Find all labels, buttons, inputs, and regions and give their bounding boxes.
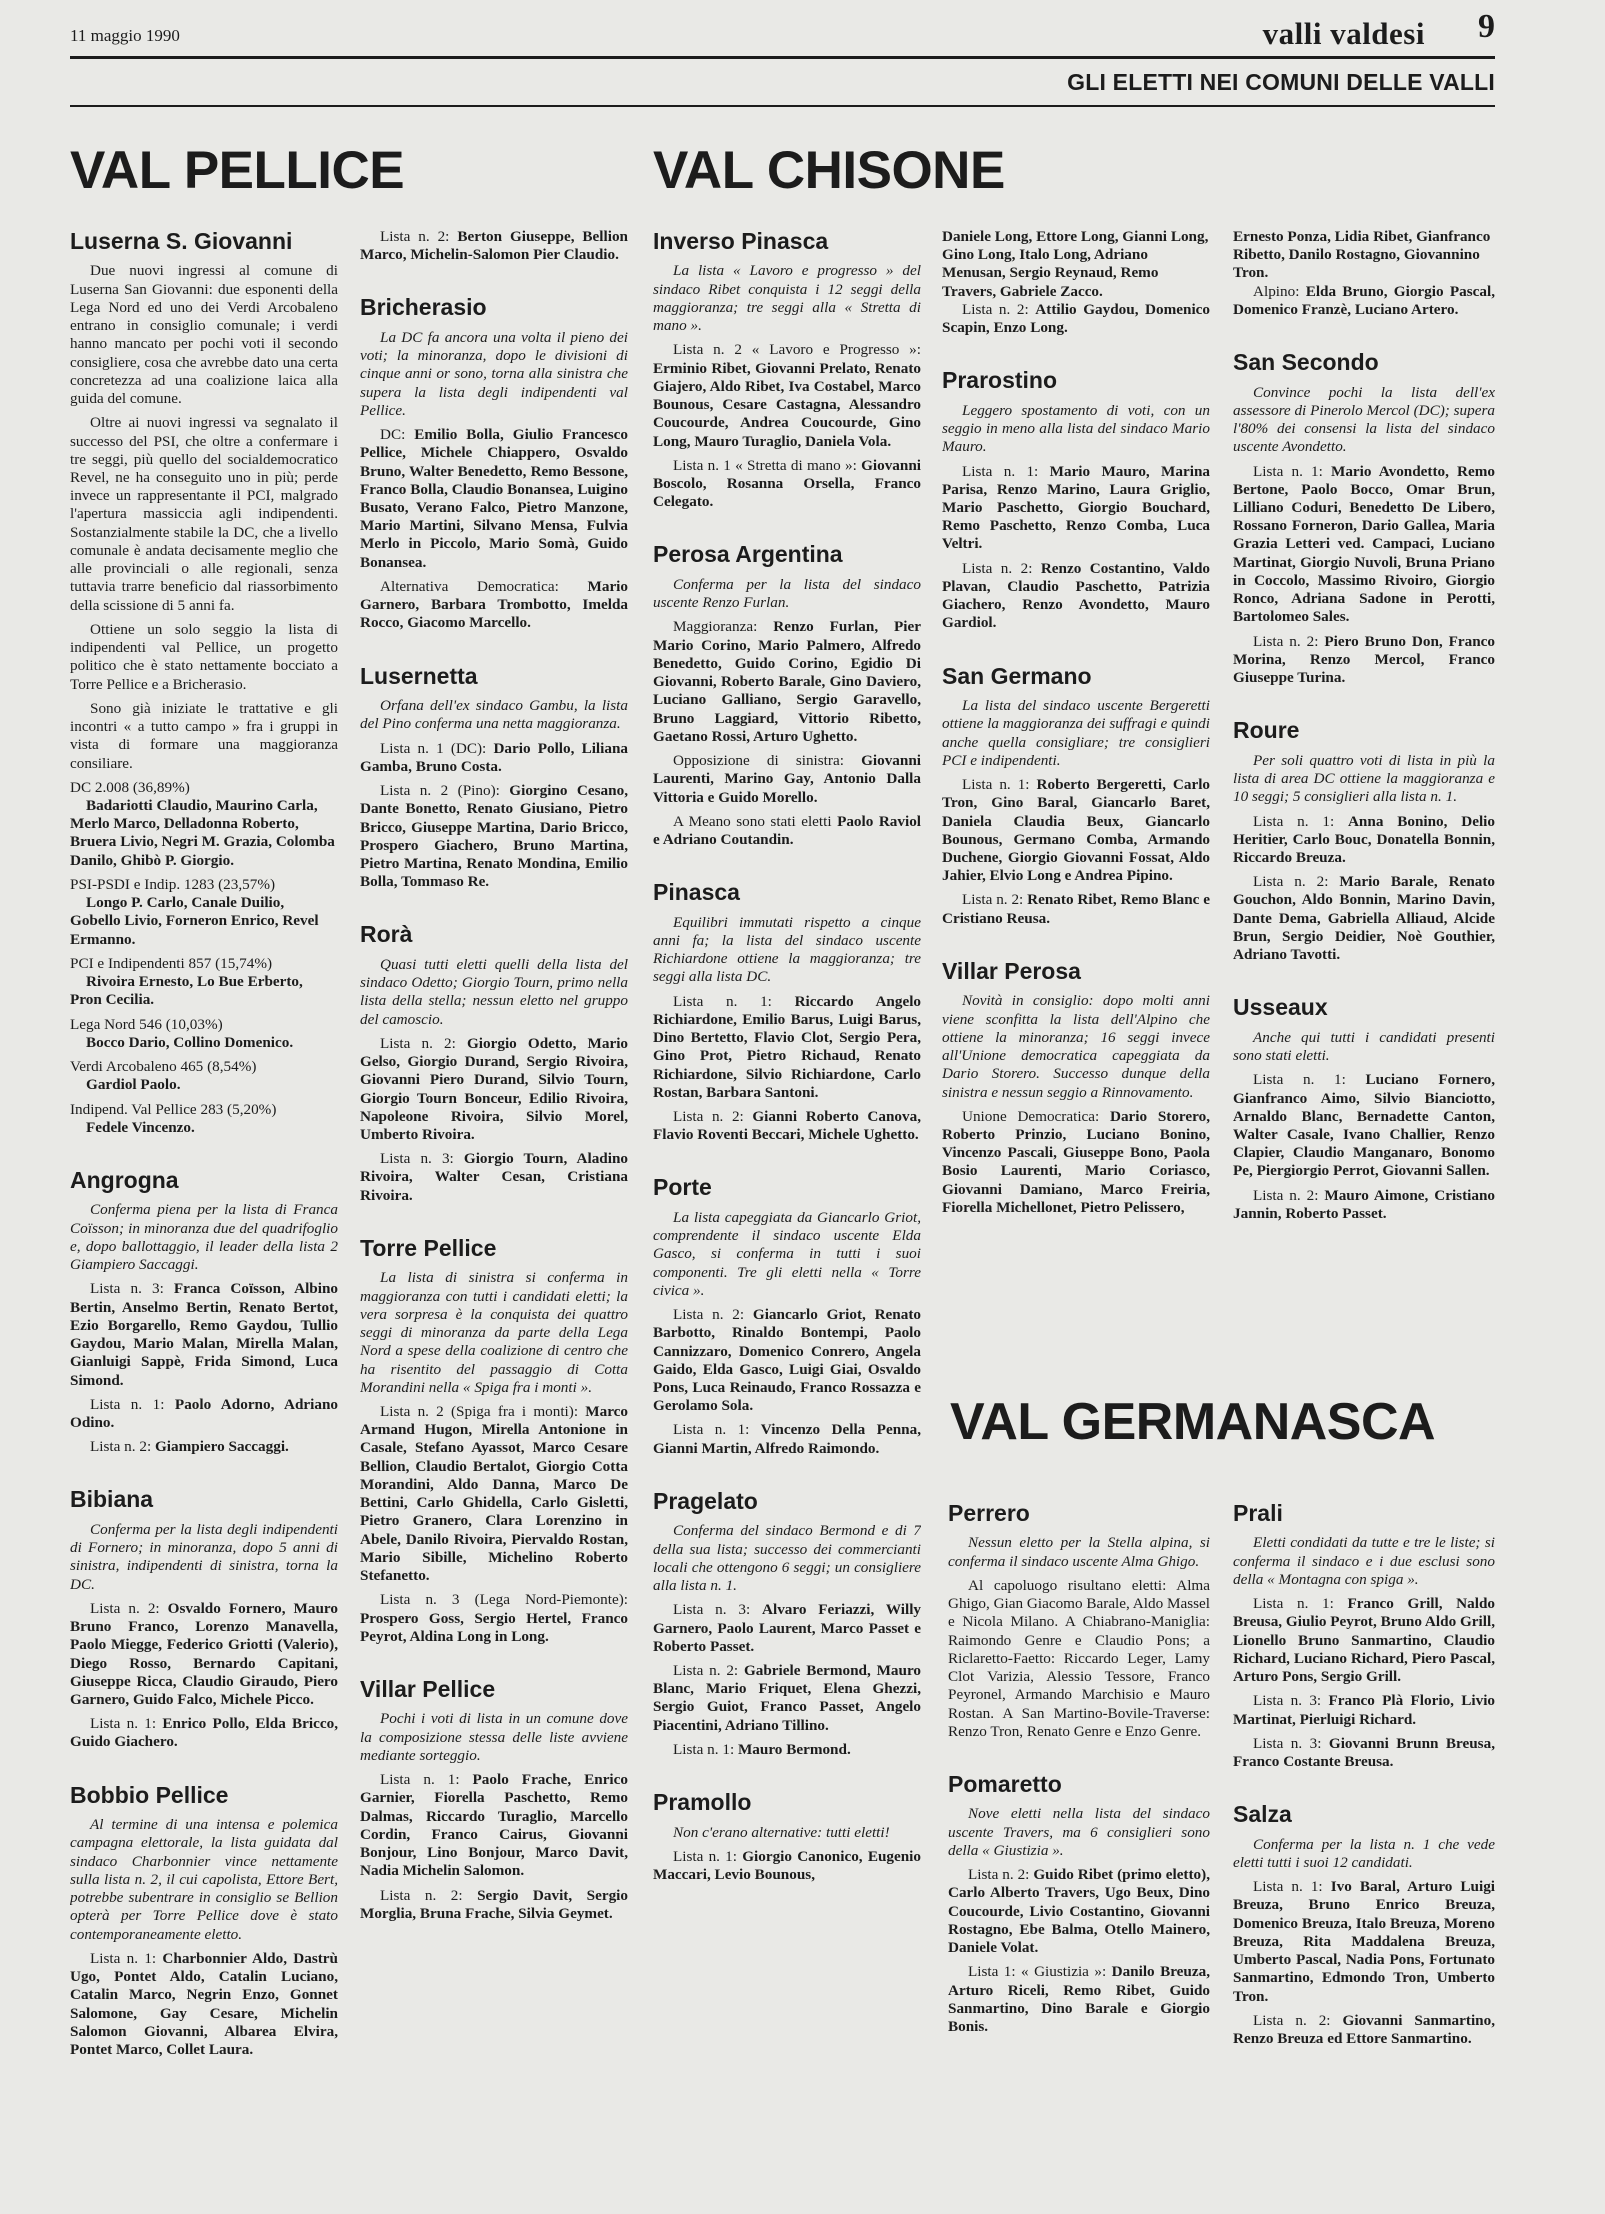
list-entry [1233, 1878, 1495, 2006]
list-entry [942, 560, 1210, 633]
article-lusernetta [360, 663, 628, 892]
list-label: Lista n. 1 (DC): [380, 739, 487, 757]
article-intro: Conferma per la lista n. 1 che vede eletti tutti i suoi 12 candidati. [1233, 1835, 1495, 1871]
article-intro: Equilibri immutati rispetto a cinque anni fa; la lista del sindaco uscente Richiardone ottiene la maggioranza; tre seggi alla lista DC. [653, 913, 921, 986]
list-label: Lista n. 2 (Spiga fra i monti): [380, 1403, 579, 1420]
list-label: Lista n. 3: [1253, 1734, 1322, 1752]
town-title: Prarostino [942, 367, 1058, 394]
list-entry [1233, 2012, 1495, 2048]
article-pomaretto [948, 1771, 1210, 2036]
result-party: Verdi Arcobaleno 465 (8,54%) [70, 1058, 257, 1076]
article-intro: Conferma piena per la lista di Franca Coïsson; in minoranza due del quadrifoglio e, dopo ballottaggio, il leader della lista 2 Giampiero Saccaggi. [70, 1201, 338, 1274]
article-intro: Conferma del sindaco Bermond e di 7 della sua lista; successo dei commercianti locali che ottengono 6 seggi; un consigliere alla lista n. 1. [653, 1522, 921, 1595]
town-title: Prali [1233, 1500, 1283, 1526]
list-names: Ivo Baral, Arturo Luigi Breuza, Bruno Enrico Breuza, Domenico Breuza, Italo Breuza, Moreno Breuza, Rita Maddalena Breuza, Umberto Pascal, Nadia Pons, Fortunato Sanmartino, Edmondo Tron, Umberto Tron. [1233, 1878, 1495, 2005]
town-title: Usseaux [1233, 994, 1328, 1021]
article-perosa-argentina [653, 541, 921, 849]
list-entry [1233, 283, 1495, 319]
list-label: Lista n. 2: [380, 1886, 463, 1904]
list-entry [360, 1771, 628, 1880]
list-entry [948, 1866, 1210, 1957]
article-san-germano [942, 663, 1210, 928]
page-number: 9 [1478, 8, 1495, 45]
list-label: Lista n. 1: [90, 1715, 157, 1733]
list-names: Guido Ribet (primo eletto), Carlo Alberto Travers, Ugo Beux, Dino Coucourde, Livio Costantino, Giovanni Rostagno, Ebe Balma, Otello Mainero, Daniele Volat. [948, 1866, 1210, 1957]
list-entry [70, 1600, 338, 1709]
list-names: Attilio Gaydou, Domenico Scapin, Enzo Long. [942, 300, 1210, 337]
list-label: Lista n. 2: [1253, 873, 1329, 891]
list-names: Mauro Bermond. [737, 1740, 851, 1758]
list-label: Lista n. 3: [90, 1280, 164, 1298]
list-label: Lista n. 1: [673, 992, 772, 1010]
result-entry [70, 1101, 338, 1137]
article-villar-pellice [360, 1676, 628, 1923]
list-names: Alvaro Feriazzi, Willy Garnero, Paolo Laurent, Marco Passet e Roberto Passet. [653, 1601, 921, 1655]
town-title: Bobbio Pellice [70, 1781, 229, 1808]
list-entry [948, 1963, 1210, 2036]
list-entry [653, 1741, 921, 1759]
town-title: Torre Pellice [360, 1234, 497, 1261]
list-names: Giorgio Odetto, Mario Gelso, Giorgio Durand, Sergio Rivoira, Giovanni Piero Durand, Silvio Tourn, Giorgio Tourn Bonceur, Edilio Rivoira, Napoleone Rivoira, Silvio Morel, Umberto Rivoira. [360, 1034, 628, 1143]
list-names: Ernesto Ponza, Lidia Ribet, Gianfranco Ribetto, Danilo Rostagno, Giovannino Tron. [1233, 228, 1491, 282]
article-porte [653, 1174, 921, 1457]
list-entry [653, 618, 921, 746]
list-label: Alpino: [1253, 282, 1300, 300]
town-title: Luserna S. Giovanni [70, 228, 293, 254]
list-names: Paolo Raviol e Adriano Coutandin. [653, 812, 921, 848]
result-names: Badariotti Claudio, Maurino Carla, Merlo Marco, Delladonna Roberto, Bruera Livio, Negri M. Grazia, Colomba Danilo, Ghibò P. Giorgio. [70, 797, 335, 869]
result-entry [70, 876, 338, 949]
list-names: Anna Bonino, Delio Heritier, Carlo Bouc, Donatella Bonnin, Riccardo Breuza. [1233, 812, 1495, 866]
list-names: Prospero Goss, Sergio Hertel, Franco Peyrot, Aldina Long in Long. [360, 1609, 628, 1645]
article-intro: Eletti condidati da tutte e tre le liste; si conferma il sindaco e i due esclusi sono della « Montagna con spiga ». [1233, 1534, 1495, 1588]
article-prarostino [942, 367, 1210, 632]
list-entry [70, 1396, 338, 1432]
list-label: Lista n. 1: [1253, 812, 1335, 830]
town-title: Villar Perosa [942, 957, 1081, 984]
list-names: Franco Plà Florio, Livio Martinat, Pierluigi Richard. [1233, 1692, 1495, 1728]
list-entry [360, 578, 628, 633]
article-prali [1233, 1500, 1495, 1771]
column-4-lower [948, 1500, 1210, 2190]
town-title: Angrogna [70, 1166, 179, 1193]
list-names: Dario Storero, Roberto Prinzio, Luciano Bonino, Vincenzo Pascali, Giuseppe Bono, Paola Bosio Laurenti, Mario Coriasco, Giovanni Damiano, Marco Freiria, Fiorella Michellonet, Pietro Pelissero, [942, 1107, 1210, 1216]
result-names: Longo P. Carlo, Canale Duilio, Gobello Livio, Forneron Enrico, Revel Ermanno. [70, 894, 319, 948]
list-label: DC: [380, 426, 406, 444]
result-party: Lega Nord 546 (10,03%) [70, 1015, 223, 1033]
article-roure [1233, 717, 1495, 964]
region-title-val-germanasca: VAL GERMANASCA [950, 1393, 1436, 1451]
list-label: Lista n. 1: [673, 1421, 750, 1439]
article-intro: Nessun eletto per la Stella alpina, si conferma il sindaco uscente Alma Ghigo. [948, 1534, 1210, 1570]
list-label: Lista n. 1: [90, 1949, 157, 1967]
list-entry [653, 1601, 921, 1656]
list-label: Lista n. 2: [673, 1662, 739, 1680]
list-label: Lista n. 1: [962, 776, 1030, 794]
result-entry [70, 779, 338, 870]
list-label: Lista n. 1: [1253, 1878, 1323, 1896]
list-label: Lista n. 1: [962, 462, 1039, 480]
result-names: Bocco Dario, Collino Domenico. [86, 1033, 294, 1051]
list-entry [1233, 813, 1495, 868]
list-names: Mauro Aimone, Cristiano Jannin, Roberto Passet. [1233, 1186, 1495, 1222]
article-rora [360, 921, 628, 1204]
list-label: Lista n. 2: [968, 1866, 1030, 1884]
list-entry [942, 1108, 1210, 1217]
list-entry [653, 1108, 921, 1144]
list-entry [360, 1150, 628, 1205]
list-entry [942, 891, 1210, 927]
list-names: Emilio Bolla, Giulio Francesco Pellice, Michele Chiappero, Osvaldo Bruno, Walter Benedetto, Remo Bessone, Franco Bolla, Claudio Bonansea, Luigino Busato, Verano Falco, Pietro Manzone, Mario Martini, Silvano Mensa, Fulvia Merlo in Piccolo, Mario Somà, Guido Bonansea. [360, 426, 628, 571]
list-label: Lista n. 3: [380, 1150, 454, 1168]
list-names: Renzo Furlan, Pier Mario Corino, Mario Palmero, Alfredo Benedetto, Guido Corino, Egidio Di Giovanni, Roberto Barale, Gino Daviero, Luciano Galliano, Sergio Garavello, Bruno Laggiard, Vittorio Ribetto, Gaetano Rossi, Arturo Ughetto. [653, 618, 921, 745]
article-intro: Leggero spostamento di voti, con un seggio in meno alla lista del sindaco Mario Mauro. [942, 401, 1210, 456]
column-3 [653, 228, 921, 2188]
list-entry [360, 1035, 628, 1144]
result-party: PCI e Indipendenti 857 (15,74%) [70, 954, 273, 972]
column-1 [70, 228, 338, 2188]
list-names: Erminio Ribet, Giovanni Prelato, Renato Giajero, Aldo Ribet, Iva Costabel, Marco Bounous, Cesare Castagna, Alessandro Coucourde, Andrea Coucourde, Gino Long, Mauro Turaglio, Daniela Vola. [653, 359, 921, 450]
article-inverso-pinasca [653, 228, 921, 511]
result-party: DC 2.008 (36,89%) [70, 778, 190, 796]
article-torre-pellice [360, 1235, 628, 1646]
list-names: Gabriele Bermond, Mauro Blanc, Mario Friquet, Elena Ghezzi, Sergio Guiot, Franco Passet, Angelo Piacentini, Adriano Tillino. [653, 1662, 921, 1734]
list-label: Lista n. 1: [673, 1740, 735, 1758]
list-label: Lista n. 2: [1253, 632, 1319, 650]
column-5-lower [1233, 1500, 1495, 2190]
town-title: Roure [1233, 717, 1300, 744]
list-label: Lista n. 2: [673, 1107, 744, 1125]
list-names: Mario Avondetto, Remo Bertone, Paolo Bocco, Omar Brun, Lilliano Coduri, Benedetto De Libero, Rossano Forneron, Dario Gallea, Maria Grazia Letteri ved. Campaci, Luciano Martinat, Giorgio Nuvoli, Bruna Priano in Coccolo, Massimo Rivoiro, Giorgio Ronco, Adriana Sadone in Perotti, Bartolomeo Sales. [1233, 462, 1495, 626]
article-intro: La lista capeggiata da Giancarlo Griot, comprendente il sindaco uscente Elda Gasco, si conferma in tutti i suoi componenti. Tre gli eletti nella « Torre civica ». [653, 1208, 921, 1299]
article-pramollo [653, 1789, 921, 1884]
list-names: Marco Armand Hugon, Mirella Antonione in Casale, Stefano Ayassot, Marco Cesare Bellion, Claudio Bertalot, Giorgio Cotta Morandini, Aldo Danna, Marco De Bettini, Carlo Ghidella, Carlo Gisletti, Pietro Granero, Clara Lorenzino in Abele, Danilo Rivoira, Piervaldo Rostan, Mario Sibille, Michelino Roberto Stefanetto. [360, 1403, 628, 1585]
list-label: Opposizione di sinistra: [673, 752, 844, 770]
list-entry [653, 1662, 921, 1735]
list-entry [360, 1591, 628, 1646]
town-title: San Germano [942, 662, 1092, 689]
article-intro: Anche qui tutti i candidati presenti sono stati eletti. [1233, 1028, 1495, 1065]
list-label: Lista n. 2: [962, 559, 1033, 577]
result-names: Rivoira Ernesto, Lo Bue Erberto, Pron Cecilia. [70, 973, 303, 1009]
list-entry [1233, 1071, 1495, 1180]
town-title: Porte [653, 1174, 712, 1201]
column-5 [1233, 228, 1495, 1388]
list-names: Piero Bruno Don, Franco Morina, Renzo Mercol, Franco Giuseppe Turina. [1233, 632, 1495, 687]
list-label: Lista n. 2: [90, 1438, 152, 1456]
list-label: Lista n. 1: [1253, 1595, 1334, 1613]
list-entry [942, 301, 1210, 337]
article-intro: Quasi tutti eletti quelli della lista del sindaco Odetto; Giorgio Tourn, primo nella lista della stella; nessun eletto nel gruppo del camoscio. [360, 955, 628, 1028]
list-names: Gianni Roberto Canova, Flavio Roventi Beccari, Michele Ughetto. [653, 1107, 921, 1144]
list-entry [1233, 1692, 1495, 1728]
list-entry [653, 341, 921, 450]
list-entry [360, 228, 628, 264]
list-entry [70, 1715, 338, 1751]
list-label: Lista n. 1 « Stretta di mano »: [673, 456, 857, 474]
section-kicker: GLI ELETTI NEI COMUNI DELLE VALLI [1067, 69, 1495, 95]
town-title: Perosa Argentina [653, 541, 843, 568]
article-bibiana [70, 1486, 338, 1751]
list-entry [1233, 1735, 1495, 1771]
list-label: Lista n. 2: [1253, 2011, 1331, 2029]
list-entry [653, 993, 921, 1102]
article-intro: La lista del sindaco uscente Bergeretti ottiene la maggioranza dei suffragi e quindi anche quella consigliare; tre consiglieri PCI e indipendenti. [942, 697, 1210, 769]
list-names: Franco Grill, Naldo Breusa, Giulio Peyrot, Bruno Aldo Grill, Lionello Bruno Sanmartino, Claudio Richard, Luciano Richard, Piero Pascal, Arturo Pons, Sergio Grill. [1233, 1595, 1495, 1686]
list-names: Renzo Costantino, Valdo Plavan, Claudio Paschetto, Patrizia Giachero, Renzo Avondetto, Mauro Gardiol. [942, 559, 1210, 632]
list-label: Lista n. 1: [673, 1847, 737, 1865]
list-label: Lista n. 2: [962, 891, 1024, 909]
list-entry [1233, 1595, 1495, 1686]
list-label: Lista 1: « Giustizia »: [968, 1963, 1107, 1981]
list-names: Paolo Adorno, Adriano Odino. [70, 1395, 338, 1431]
town-title: Inverso Pinasca [653, 228, 829, 254]
result-entry [70, 1016, 338, 1052]
article-pramollo-continued [942, 228, 1210, 337]
list-names: Vincenzo Della Penna, Gianni Martin, Alfredo Raimondo. [653, 1421, 921, 1457]
region-title-val-chisone: VAL CHISONE [653, 141, 1005, 200]
list-entry [942, 776, 1210, 885]
town-title: Bricherasio [360, 294, 487, 321]
list-names: Giorgio Tourn, Aladino Rivoira, Walter Cesan, Cristiana Rivoira. [360, 1150, 628, 1204]
list-names: Sergio Davit, Sergio Morglia, Bruna Frache, Silvia Geymet. [360, 1886, 628, 1922]
town-title: Bibiana [70, 1486, 154, 1513]
list-label: Lista n. 1: [1253, 462, 1323, 480]
article-intro: Conferma per la lista del sindaco uscente Renzo Furlan. [653, 575, 921, 612]
list-names: Mario Mauro, Marina Parisa, Renzo Marino, Laura Griglio, Mario Paschetto, Giorgio Bouchard, Remo Paschetto, Renzo Comba, Luca Veltri. [942, 462, 1210, 553]
article-salza [1233, 1801, 1495, 2048]
article-bobbio [70, 1782, 338, 2059]
list-names: Giampiero Saccaggi. [154, 1438, 289, 1456]
list-label: Unione Democratica: [962, 1107, 1100, 1125]
list-label: Lista n. 2: [673, 1306, 745, 1324]
masthead [70, 8, 1495, 59]
article-intro: Al termine di una intensa e polemica campagna elettorale, la lista guidata dal sindaco Charbonnier vince nettamente sulla lista n. 2, il cui capolista, Ettore Bert, potrebbe subentrare in consiglio se Bellion opterà per Torre Pellice dove è stato contemporaneamente eletto. [70, 1816, 338, 1943]
list-label: Alternativa Democratica: [380, 577, 559, 595]
article-intro: Novità in consiglio: dopo molti anni viene sconfitta la lista dell'Alpino che ottiene la minoranza; 16 seggi invece all'Unione democratica capeggiata da Dario Storero. Successo dunque della sinistra e nessun seggio a Rinnovamento. [942, 992, 1210, 1101]
list-label: A Meano sono stati eletti [673, 812, 832, 830]
list-names: Mario Barale, Renato Gouchon, Aldo Bonnin, Marino Davin, Dante Dema, Gabriella Alliaud, Alcide Brun, Sergio Deidier, Noè Gouthier, Adriano Tavotti. [1233, 873, 1495, 964]
newspaper-name: valli valdesi [1262, 16, 1425, 51]
list-names: Riccardo Angelo Richiardone, Emilio Barus, Luigi Barus, Dino Bertetto, Flavio Clot, Sergio Pera, Gino Prot, Pietro Richaud, Renato Richiardone, Silvio Richiardone, Carlo Rostan, Barbara Santoni. [653, 992, 921, 1101]
town-title: Perrero [948, 1500, 1030, 1526]
result-names: Gardiol Paolo. [86, 1076, 181, 1094]
town-title: Rorà [360, 921, 413, 948]
town-title: Lusernetta [360, 662, 478, 689]
town-title: Pomaretto [948, 1771, 1062, 1798]
list-names: Luciano Fornero, Gianfranco Aimo, Silvio Bianciotto, Arnaldo Blanc, Bernadette Canton, Walter Casale, Ivano Challier, Renzo Clapier, Claudio Manganaro, Bonomo Pe, Piergiorgio Perrot, Giovanni Sallen. [1233, 1071, 1495, 1180]
list-names: Giovanni Sanmartino, Renzo Breuza ed Ettore Sanmartino. [1233, 2011, 1495, 2048]
article-bobbio-continued [360, 228, 628, 264]
list-entry [942, 463, 1210, 554]
list-entry [653, 457, 921, 512]
list-names: Renato Ribet, Remo Blanc e Cristiano Reusa. [942, 891, 1210, 927]
list-entry [360, 426, 628, 572]
list-label: Lista n. 2: [380, 1034, 456, 1052]
list-label: Lista n. 2: [90, 1599, 160, 1617]
article-paragraph: Oltre ai nuovi ingressi va segnalato il successo del PSI, che oltre a confermare i tre seggi, più quello del socialdemocratico Revel, ne ha conseguito uno in più; perde invece un rappresentante il PCI, malgrado l'apertura massiccia agli indipendenti. Sostanzialmente stabile la DC, che a livello comunale è andata decisamente meglio che alle provinciali o alle regionali, senza tuttavia trarre beneficio dal riassorbimento della scissione di 5 anni fa. [70, 414, 338, 614]
list-names: Mario Garnero, Barbara Trombotto, Imelda Rocco, Giacomo Marcello. [360, 577, 628, 632]
list-names: Giorgino Cesano, Dante Bonetto, Renato Giusiano, Pietro Bricco, Giuseppe Martina, Dario Bricco, Prospero Giachero, Bruno Martina, Pietro Martina, Renato Mondina, Emilio Bolla, Tommaso Re. [360, 782, 628, 891]
result-names: Fedele Vincenzo. [86, 1118, 195, 1136]
list-entry [360, 782, 628, 891]
column-4 [942, 228, 1210, 1388]
list-entry [1233, 633, 1495, 688]
article-intro: La lista « Lavoro e progresso » del sindaco Ribet conquista i 12 seggi della maggioranza; tre seggi alla « Stretta di mano ». [653, 262, 921, 335]
list-label: Lista n. 3 (Lega Nord-Piemonte): [380, 1591, 628, 1609]
list-names: Roberto Bergeretti, Carlo Tron, Gino Baral, Giancarlo Baret, Daniela Claudia Beux, Giancarlo Bounous, Germano Comba, Armando Duchene, Giorgio Giovanni Fossat, Aldo Jahier, Elvio Long e Andrea Pipino. [942, 776, 1210, 885]
list-names: Osvaldo Fornero, Mauro Bruno Franco, Lorenzo Manavella, Paolo Miegge, Federico Griotti (Valerio), Diego Rosso, Bernardo Capitani, Giuseppe Ricca, Claudio Giraudo, Piero Garnero, Guido Falco, Michele Picco. [70, 1599, 338, 1709]
list-entry [70, 1280, 338, 1389]
list-entry [1233, 1187, 1495, 1223]
town-title: Pramollo [653, 1789, 752, 1816]
list-entry [653, 813, 921, 849]
town-title: Villar Pellice [360, 1676, 496, 1703]
list-names: Danilo Breuza, Arturo Riceli, Remo Ribet, Guido Sanmartino, Dino Barale e Giorgio Bonis. [948, 1963, 1210, 2036]
result-entry [70, 1058, 338, 1094]
article-intro: Conferma per la lista degli indipendenti di Fornero; in minoranza, dopo 5 anni di sinistra, indipendenti di sinistra, torna la DC. [70, 1520, 338, 1593]
list-names: Charbonnier Aldo, Dastrù Ugo, Pontet Aldo, Catalin Luciano, Catalin Marco, Negrin Enzo, Gonnet Salomone, Gay Cesare, Michelin Salomon Giovanni, Albarea Elvira, Pontet Marco, Collet Laura. [70, 1949, 338, 2058]
article-usseaux [1233, 994, 1495, 1223]
newspaper-page [70, 8, 1495, 2196]
article-paragraph: Due nuovi ingressi al comune di Luserna San Giovanni: due esponenti della Lega Nord ed uno dei Verdi Arcobaleno entrano in consiglio comunale; i verdi hanno mancato per pochi voti il secondo consigliere, cosa che avrebbe dato una certa concretezza ad una coalizione laica alla guida del comune. [70, 262, 338, 408]
list-names: Elda Bruno, Giorgio Pascal, Domenico Franzè, Luciano Artero. [1233, 282, 1495, 318]
article-luserna [70, 228, 338, 1137]
article-intro: Per soli quattro voti di lista in più la lista di area DC ottiene la maggioranza e 10 seggi; 5 consiglieri alla lista n. 1. [1233, 751, 1495, 806]
list-entry [360, 740, 628, 776]
article-intro: Non c'erano alternative: tutti eletti! [673, 1823, 890, 1841]
list-names: Franca Coïsson, Albino Bertin, Anselmo Bertin, Renato Bertot, Ezio Borgarello, Remo Gaydou, Tullio Gaydou, Mario Malan, Mirella Malan, Gianluigi Sappè, Frida Simond, Luca Simond. [70, 1280, 338, 1389]
article-intro: Convince pochi la lista dell'ex assessore di Pinerolo Mercol (DC); supera l'80% dei consensi la lista del sindaco uscente Avondetto. [1233, 383, 1495, 456]
list-entry [360, 1403, 628, 1585]
town-title: San Secondo [1233, 349, 1379, 376]
result-party: Indipend. Val Pellice 283 (5,20%) [70, 1100, 277, 1118]
list-names: Paolo Frache, Enrico Garnier, Fiorella Paschetto, Remo Dalmas, Riccardo Turaglio, Marcello Cordin, Franco Cairus, Giovanni Bonjour, Lino Bonjour, Marco Davit, Nadia Michelin Salomon. [360, 1771, 628, 1880]
region-title-val-pellice: VAL PELLICE [70, 141, 405, 200]
article-intro: Orfana dell'ex sindaco Gambu, la lista del Pino conferma una netta maggioranza. [360, 697, 628, 733]
list-entry [1233, 463, 1495, 627]
list-label: Lista n. 2: [1253, 1186, 1319, 1204]
town-title: Pragelato [653, 1487, 758, 1514]
article-intro: La DC fa ancora una volta il pieno dei voti; la minoranza, dopo le divisioni di cinque anni or sono, torna alla sinistra che supera la lista degli indipendenti val Pellice. [360, 328, 628, 419]
list-entry [653, 1848, 921, 1884]
article-san-secondo [1233, 349, 1495, 687]
list-label: Lista n. 2 (Pino): [380, 782, 500, 800]
article-angrogna [70, 1167, 338, 1456]
list-names: Dario Pollo, Liliana Gamba, Bruno Costa. [360, 739, 628, 775]
list-names: Giovanni Brunn Breusa, Franco Costante Breusa. [1233, 1734, 1495, 1771]
article-intro: Nove eletti nella lista del sindaco uscente Travers, ma 6 consiglieri sono della « Giustizia ». [948, 1805, 1210, 1859]
section-header [70, 59, 1495, 107]
list-entry [653, 1421, 921, 1457]
town-title: Salza [1233, 1801, 1292, 1828]
article-pinasca [653, 879, 921, 1144]
list-entry [360, 1887, 628, 1923]
list-label: Lista n. 1: [1253, 1071, 1346, 1089]
town-title: Pinasca [653, 879, 740, 906]
list-label: Lista n. 1: [380, 1771, 460, 1789]
result-party: PSI-PSDI e Indip. 1283 (23,57%) [70, 875, 276, 893]
list-entry [70, 1950, 338, 2059]
list-label: Lista n. 2 « Lavoro e Progresso »: [673, 341, 921, 359]
column-2 [360, 228, 628, 2188]
list-entry [653, 1306, 921, 1415]
article-paragraph: Ottiene un solo seggio la lista di indipendenti val Pellice, un progetto politico che è stato nettamente bocciato a Torre Pellice e a Bricherasio. [70, 620, 338, 693]
list-names: Daniele Long, Ettore Long, Gianni Long, Gino Long, Italo Long, Adriano Menusan, Sergio Reynaud, Remo Travers, Gabriele Zacco. [942, 228, 1209, 300]
list-names: Giovanni Boscolo, Rosanna Orsella, Franco Celegato. [653, 456, 921, 511]
list-names: Giancarlo Griot, Renato Barbotto, Rinaldo Bontempi, Paolo Cannizzaro, Domenico Conrero, Angela Gaido, Elda Gasco, Luigi Giai, Osvaldo Pons, Luca Reinaudo, Franco Rossazza e Gerolamo Sola. [653, 1306, 921, 1415]
list-names: Berton Giuseppe, Bellion Marco, Michelin-Salomon Pier Claudio. [360, 228, 628, 264]
list-label: Lista n. 1: [90, 1395, 165, 1413]
list-entry [653, 752, 921, 807]
list-entry [70, 1438, 338, 1456]
article-paragraph: Sono già iniziate le trattative e gli incontri « a tutto campo » fra i gruppi in vista di formare una maggioranza consiliare. [70, 699, 338, 772]
list-label: Lista n. 3: [673, 1601, 751, 1619]
list-label: Lista n. 2: [962, 300, 1029, 318]
list-names: Enrico Pollo, Elda Bricco, Guido Giachero. [70, 1715, 338, 1751]
article-intro: Pochi i voti di lista in un comune dove la composizione stessa delle liste avviene mediante sorteggio. [360, 1710, 628, 1764]
result-entry [70, 955, 338, 1010]
article-pragelato [653, 1488, 921, 1759]
article-villar-perosa-continued [1233, 228, 1495, 319]
article-paragraph: Al capoluogo risultano eletti: Alma Ghigo, Gian Giacomo Barale, Aldo Massel e Nicola Milano. A Chiabrano-Maniglia: Raimondo Genre e Claudio Pons; a Riclaretto-Faetto: Riccardo Leger, Lamy Clot Varizia, Alessio Tessore, Franco Peyronel, Armando Marchisio e Mauro Rostan. A San Martino-Bovile-Traverse: Renzo Tron, Renato Genre e Enzo Genre. [948, 1576, 1210, 1740]
article-bricherasio [360, 294, 628, 632]
article-villar-perosa [942, 958, 1210, 1217]
article-intro: La lista di sinistra si conferma in maggioranza con tutti i candidati eletti; la vera sorpresa è la conquista dei quattro seggi di minoranza da parte della Lega Nord a spese della coalizione di centro che ha risentito del passaggio di Cotta Morandini nella « Spiga fra i monti ». [360, 1269, 628, 1396]
list-entry [1233, 873, 1495, 964]
article-perrero [948, 1500, 1210, 1741]
issue-date: 11 maggio 1990 [70, 26, 180, 45]
list-names: Giovanni Laurenti, Marino Gay, Antonio Dalla Vittoria e Guido Morello. [653, 752, 921, 806]
list-label: Lista n. 3: [1253, 1692, 1322, 1710]
list-label: Maggioranza: [673, 618, 758, 636]
list-names: Giorgio Canonico, Eugenio Maccari, Levio Bounous, [653, 1847, 921, 1884]
list-label: Lista n. 2: [380, 228, 450, 245]
